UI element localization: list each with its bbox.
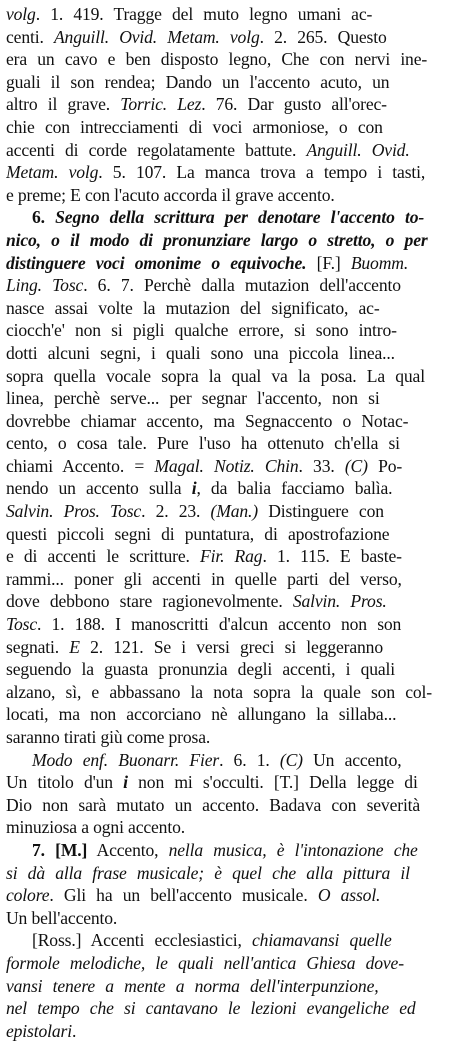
text-segment: nasce assai volte la mutazion del significato, ac- — [6, 297, 380, 318]
text-segment: (C) — [344, 455, 368, 476]
text-line — [6, 794, 464, 817]
text-line — [6, 884, 464, 907]
text-line — [6, 726, 464, 749]
text-segment: [Ross.] Accenti ecclesiastici, — [32, 930, 253, 951]
text-segment: saranno tirati giù come prosa. — [6, 727, 211, 747]
text-line — [6, 636, 464, 659]
text-line — [6, 116, 464, 139]
text-segment: nella musica, è l'intonazione che — [168, 839, 418, 860]
text-segment: accenti di corde regolatamente battute. — [6, 139, 307, 160]
text-line — [6, 26, 464, 49]
text-segment: e preme; E con l'acuto accorda il grave accento. — [6, 184, 335, 205]
text-segment: guali il son rendea; Dando un l'accento acuto, un — [6, 71, 390, 92]
text-segment: volg — [6, 4, 36, 24]
text-segment: chiamavansi quelle — [252, 930, 392, 951]
text-segment: . 76. Dar gusto all'orec- — [201, 94, 387, 115]
text-segment: cento, o cosa tale. Pure l'uso ha ottenuto ch'ella si — [6, 433, 400, 454]
text-segment: nel tempo che si cantavano le lezioni evangeliche ed — [6, 998, 416, 1019]
text-line — [6, 71, 464, 94]
text-segment: Segno della scrittura per denotare l'accento to- — [55, 207, 425, 228]
text-segment: questi piccoli segni di puntatura, di apostrofazione — [6, 523, 390, 544]
text-line — [6, 816, 464, 839]
text-segment: era un cavo e ben disposto legno, Che con nervi ine- — [6, 49, 428, 70]
text-line — [6, 997, 464, 1020]
text-segment: colore — [6, 885, 50, 906]
text-segment: . 6. 7. Perchè dalla mutazion dell'accento — [83, 275, 401, 296]
text-segment: . 2. 23. — [141, 501, 211, 522]
text-segment: 2. 121. Se i versi greci si leggeranno — [79, 636, 383, 657]
text-segment: segnati. — [6, 636, 70, 657]
text-segment: centi. — [6, 26, 54, 47]
text-segment: Salvin. Pros. — [292, 591, 387, 612]
text-segment: . Gli ha un bell'accento musicale. — [49, 885, 318, 906]
text-line — [6, 771, 464, 794]
text-segment: . 33. — [298, 455, 345, 476]
text-segment: Ling. Tosc — [6, 275, 84, 296]
text-segment: distinguere voci omonime o equivoche. — [6, 252, 307, 273]
dictionary-page — [6, 3, 464, 1042]
text-segment: Un bell'accento. — [6, 907, 118, 928]
text-line — [6, 545, 464, 568]
text-segment: (C) — [279, 749, 303, 770]
text-segment: dovrebbe chiamar accento, ma Segnaccento o Notac- — [6, 410, 409, 431]
text-segment: Fir. Rag — [199, 546, 263, 567]
text-segment: Anguill. Ovid. Metam. volg — [53, 26, 260, 47]
text-line — [6, 568, 464, 591]
text-line — [6, 387, 464, 410]
text-segment: nendo un accento sulla — [6, 478, 192, 499]
text-segment: . 6. 1. — [219, 749, 280, 770]
text-line — [6, 161, 464, 184]
text-line — [6, 252, 464, 275]
text-line — [6, 523, 464, 546]
text-line — [6, 952, 464, 975]
text-line — [6, 93, 464, 116]
text-segment: formole melodiche, le quali nell'antica Ghiesa dove- — [6, 952, 404, 973]
text-line — [6, 907, 464, 930]
text-segment: i — [191, 478, 197, 499]
text-line — [6, 206, 464, 229]
text-segment: e di accenti le scritture. — [6, 546, 200, 567]
text-segment: non mi s'occulti. [T.] Della legge di — [127, 772, 418, 793]
text-segment: Un accento, — [302, 749, 402, 770]
text-line — [6, 749, 464, 772]
text-segment: Dio non sarà mutato un accento. Badava con severità — [6, 794, 421, 815]
text-segment: . 5. 107. La manca trova a tempo i tasti, — [98, 162, 426, 183]
text-segment: i — [123, 772, 128, 793]
text-segment: dove debbono stare ragionevolmente. — [6, 591, 293, 612]
text-line — [6, 139, 464, 162]
text-line — [6, 432, 464, 455]
text-segment: Accento, — [87, 839, 169, 860]
text-segment: (Man.) — [210, 501, 258, 522]
text-segment: altro il grave. — [6, 94, 121, 115]
text-segment: vansi tenere a mente a norma dell'interpunzione, — [6, 975, 379, 996]
text-segment: rammi... poner gli accenti in quelle parti del verso, — [6, 568, 402, 589]
text-line — [6, 410, 464, 433]
text-line — [6, 839, 464, 862]
text-segment: 7. [M.] — [32, 839, 88, 860]
text-segment: Salvin. Pros. Tosc — [6, 501, 142, 522]
text-segment: . 2. 265. Questo — [259, 26, 387, 47]
text-segment: 6. — [32, 207, 56, 228]
text-segment: O assol. — [317, 885, 381, 906]
text-line — [6, 500, 464, 523]
text-line — [6, 229, 464, 252]
text-segment: nico, o il modo di pronunziare largo o stretto, o per — [6, 229, 428, 250]
text-segment: minuziosa a ogni accento. — [6, 817, 185, 838]
text-segment: locati, ma non accorciano nè allungano la sillaba... — [6, 704, 397, 725]
text-segment: Modo enf. Buonarr. Fier — [32, 749, 220, 770]
text-segment: seguendo la guasta pronunzia degli accenti, i quali — [6, 659, 396, 680]
text-line — [6, 455, 464, 478]
text-segment: linea, perchè serve... per segnar l'accento, non si — [6, 388, 380, 409]
text-segment: chie con intrecciamenti di voci armoniose, o con — [6, 116, 383, 137]
text-line — [6, 342, 464, 365]
text-line — [6, 590, 464, 613]
text-segment: sopra quella vocale sopra la qual va la posa. La qual — [6, 365, 425, 386]
text-line — [6, 975, 464, 998]
text-segment: . — [71, 1020, 77, 1041]
text-segment: , da balia facciamo balìa. — [196, 478, 393, 499]
text-segment: Po- — [367, 455, 403, 476]
text-line — [6, 681, 464, 704]
text-line — [6, 613, 464, 636]
text-line — [6, 48, 464, 71]
text-line — [6, 319, 464, 342]
text-segment: alzano, sì, e abbassano la nota sopra la quale son col- — [6, 681, 432, 702]
text-segment: Magal. Notiz. Chin — [154, 455, 299, 476]
text-segment: chiami Accento. = — [6, 455, 155, 476]
text-segment: . 1. 188. I manoscritti d'alcun accento non son — [37, 614, 402, 635]
text-segment: Metam. volg — [6, 162, 99, 183]
text-segment: Buomm. — [350, 252, 409, 273]
text-line — [6, 862, 464, 885]
text-segment: si dà alla frase musicale; è quel che alla pittura il — [6, 862, 410, 883]
text-segment: Un titolo d'un — [6, 772, 124, 793]
text-segment: [F.] — [306, 252, 351, 273]
text-segment: epistolari — [6, 1020, 72, 1041]
text-line — [6, 658, 464, 681]
text-segment: Anguill. Ovid. — [306, 139, 410, 160]
text-line — [6, 3, 464, 26]
text-line — [6, 365, 464, 388]
text-line — [6, 1020, 464, 1042]
text-segment: . 1. 419. Tragge del muto legno umani ac- — [35, 4, 373, 24]
text-segment: E — [69, 636, 80, 657]
text-segment: ciocch'e' non si pigli qualche errore, si sono intro- — [6, 320, 397, 341]
text-segment: Distinguere con — [257, 501, 384, 522]
text-line — [6, 184, 464, 207]
text-segment: Tosc — [6, 614, 38, 635]
text-segment: Torric. Lez — [120, 94, 202, 115]
text-segment: dotti alcuni segni, i quali sono una piccola linea... — [6, 342, 395, 363]
text-line — [6, 929, 464, 952]
text-line — [6, 703, 464, 726]
text-segment: . 1. 115. E baste- — [262, 546, 402, 567]
text-line — [6, 297, 464, 320]
text-line — [6, 274, 464, 297]
text-line — [6, 477, 464, 500]
